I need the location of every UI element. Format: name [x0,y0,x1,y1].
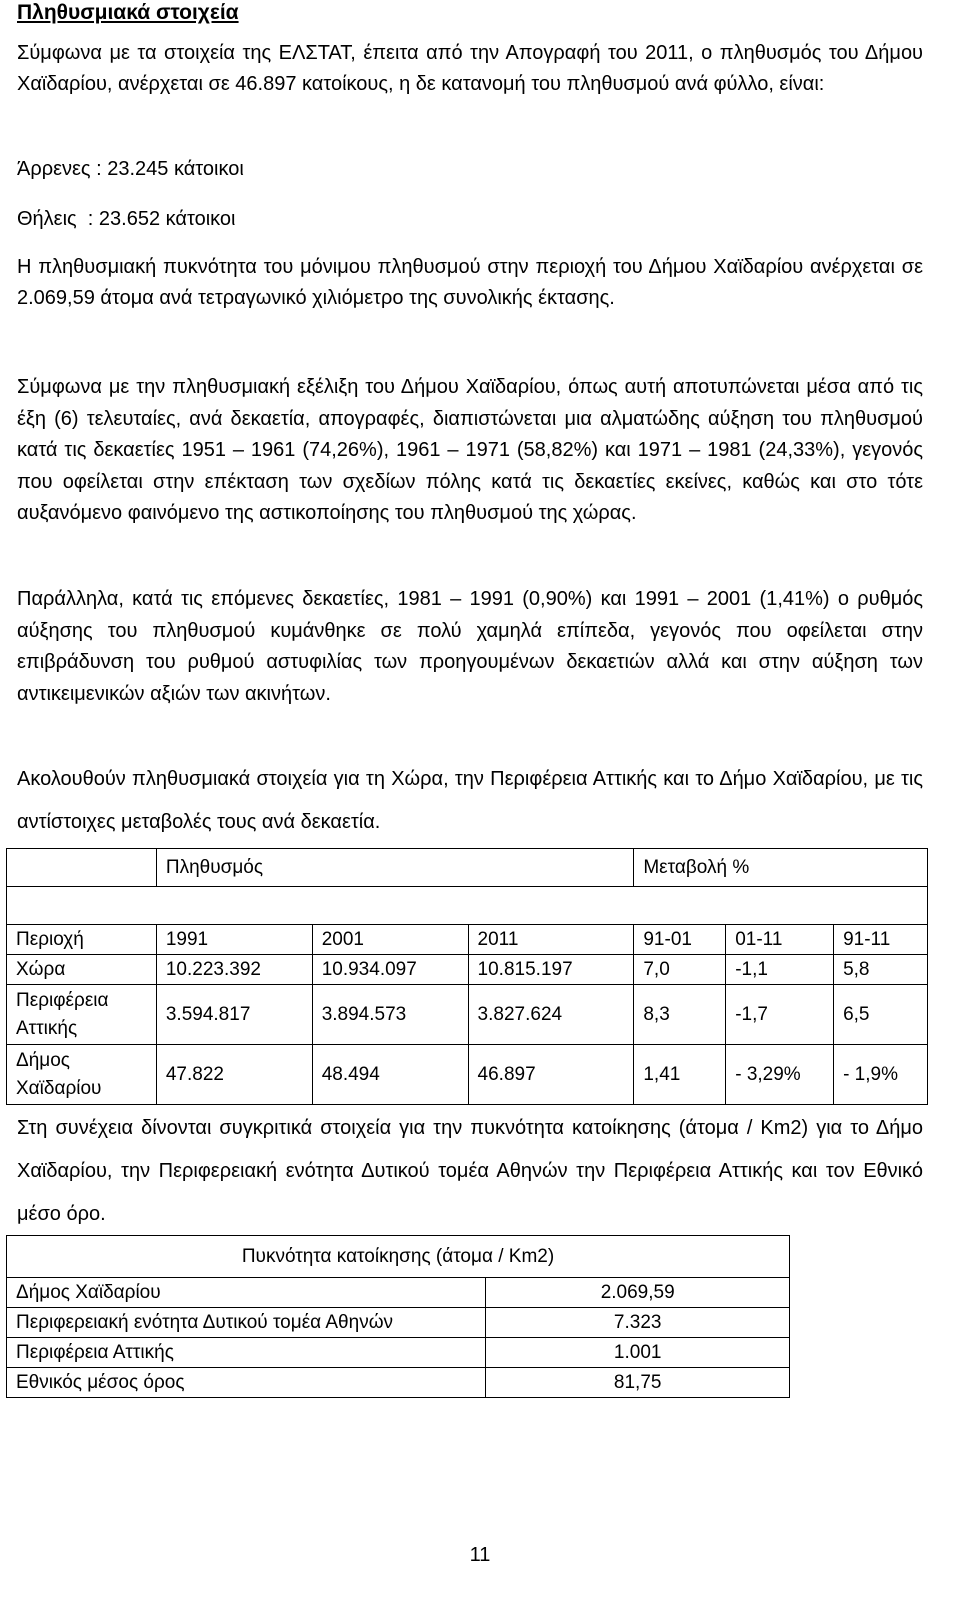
group-header-population: Πληθυσμός [156,849,634,887]
section-title: Πληθυσμιακά στοιχεία [17,1,239,24]
table-cell: 10.815.197 [468,955,634,985]
evolution-paragraph: Σύμφωνα με την πληθυσμιακή εξέλιξη του Δήμου Χαϊδαρίου, όπως αυτή αποτυπώνεται μέσα από τις έξη (6) τελευταίες, ανά δεκαετία, απογραφές, διαπιστώνεται μια αλματώδης αύξηση του πληθυσμού κατά τις δεκαετίες 1951 – 1961 (74,26%), 1961 – 1971 (58,82%) και 1971 – 1981 (24,33%), γεγονός που οφείλεται στην επέκταση των σχεδίων πόλης κατά τις δεκαετίες εκείνες, καθώς και στο τότε αυξανόμενο φαινόμενο της αστικοποίησης του πληθυσμού της χώρας. [17,376,923,524]
table-header-row [7,1236,790,1278]
table-cell: 6,5 [834,985,928,1045]
table-row [7,955,928,985]
table-cell: 2.069,59 [486,1278,790,1308]
table-group-header-row [7,849,928,887]
table-cell: Δήμος Χαϊδαρίου [7,1278,486,1308]
table-header: 01-11 [726,925,834,955]
table-row [7,1368,790,1398]
parallel-paragraph: Παράλληλα, κατά τις επόμενες δεκαετίες, 1981 – 1991 (0,90%) και 1991 – 2001 (1,41%) ο ρυθμός αύξησης του πληθυσμού κυμάνθηκε σε πολύ χαμηλά επίπεδα, γεγονός που οφείλεται στην επιβράδυνση του ρυθμού αστυφιλίας των προηγουμένων δεκαετιών αλλά και στην αύξηση των αντικειμενικών αξιών των ακινήτων. [17,588,923,705]
table-row [7,1338,790,1368]
density-paragraph: Η πληθυσμιακή πυκνότητα του μόνιμου πληθυσμού στην περιοχή του Δήμου Χαϊδαρίου ανέρχεται σε 2.069,59 άτομα ανά τετραγωνικό χιλιόμετρο της συνολικής έκτασης. [17,256,923,309]
comparison-paragraph: Στη συνέχεια δίνονται συγκριτικά στοιχεία για την πυκνότητα κατοίκησης (άτομα / Km2) για το Δήμο Χαϊδαρίου, την Περιφερειακή ενότητα Δυτικού τομέα Αθηνών την Περιφέρεια Αττικής και τον Εθνικό μέσο όρο. [17,1117,923,1225]
table-cell: 81,75 [486,1368,790,1398]
table-header: 91-11 [834,925,928,955]
table-spacer-row [7,887,928,925]
table-cell: 3.827.624 [468,985,634,1045]
table-cell: 3.594.817 [156,985,312,1045]
table-cell: 8,3 [634,985,726,1045]
page-number: 11 [469,1544,491,1566]
table-cell-empty [7,849,157,887]
females-count: Θήλεις : 23.652 κάτοικοι [17,208,236,230]
table-cell: 47.822 [156,1045,312,1105]
table-cell: -1,1 [726,955,834,985]
table-cell: 7,0 [634,955,726,985]
table-header: 2001 [312,925,468,955]
table-cell: 3.894.573 [312,985,468,1045]
table-cell: Περιφέρεια Αττικής [7,985,157,1045]
table-header-row [7,925,928,955]
table-header: 1991 [156,925,312,955]
table-cell: Χώρα [7,955,157,985]
table-cell: - 1,9% [834,1045,928,1105]
table-cell: 5,8 [834,955,928,985]
table-row [7,1045,928,1105]
table-cell: 1,41 [634,1045,726,1105]
table-header: Περιοχή [7,925,157,955]
table-cell: 7.323 [486,1308,790,1338]
followup-paragraph: Ακολουθούν πληθυσμιακά στοιχεία για τη Χώρα, την Περιφέρεια Αττικής και το Δήμο Χαϊδαρίου, με τις αντίστοιχες μεταβολές τους ανά δεκαετία. [17,768,923,833]
group-header-change: Μεταβολή % [634,849,928,887]
table-header: 91-01 [634,925,726,955]
table-cell: - 3,29% [726,1045,834,1105]
table-cell: 48.494 [312,1045,468,1105]
table-cell: Εθνικός μέσος όρος [7,1368,486,1398]
males-count: Άρρενες : 23.245 κάτοικοι [17,158,244,180]
table-cell: 10.934.097 [312,955,468,985]
intro-paragraph: Σύμφωνα με τα στοιχεία της ΕΛΣΤΑΤ, έπειτα από την Απογραφή του 2011, ο πληθυσμός του Δήμου Χαϊδαρίου, ανέρχεται σε 46.897 κατοίκους, η δε κατανομή του πληθυσμού ανά φύλλο, είναι: [17,42,923,95]
table-header: 2011 [468,925,634,955]
table-row [7,1278,790,1308]
population-table [6,848,928,1105]
table-cell: 46.897 [468,1045,634,1105]
table-cell: Δήμος Χαϊδαρίου [7,1045,157,1105]
table-cell: Περιφερειακή ενότητα Δυτικού τομέα Αθηνών [7,1308,486,1338]
density-table-header: Πυκνότητα κατοίκησης (άτομα / Km2) [7,1236,790,1278]
table-cell: 1.001 [486,1338,790,1368]
density-table [6,1235,790,1398]
table-cell: -1,7 [726,985,834,1045]
table-row [7,1308,790,1338]
table-row [7,985,928,1045]
table-cell: 10.223.392 [156,955,312,985]
table-cell: Περιφέρεια Αττικής [7,1338,486,1368]
